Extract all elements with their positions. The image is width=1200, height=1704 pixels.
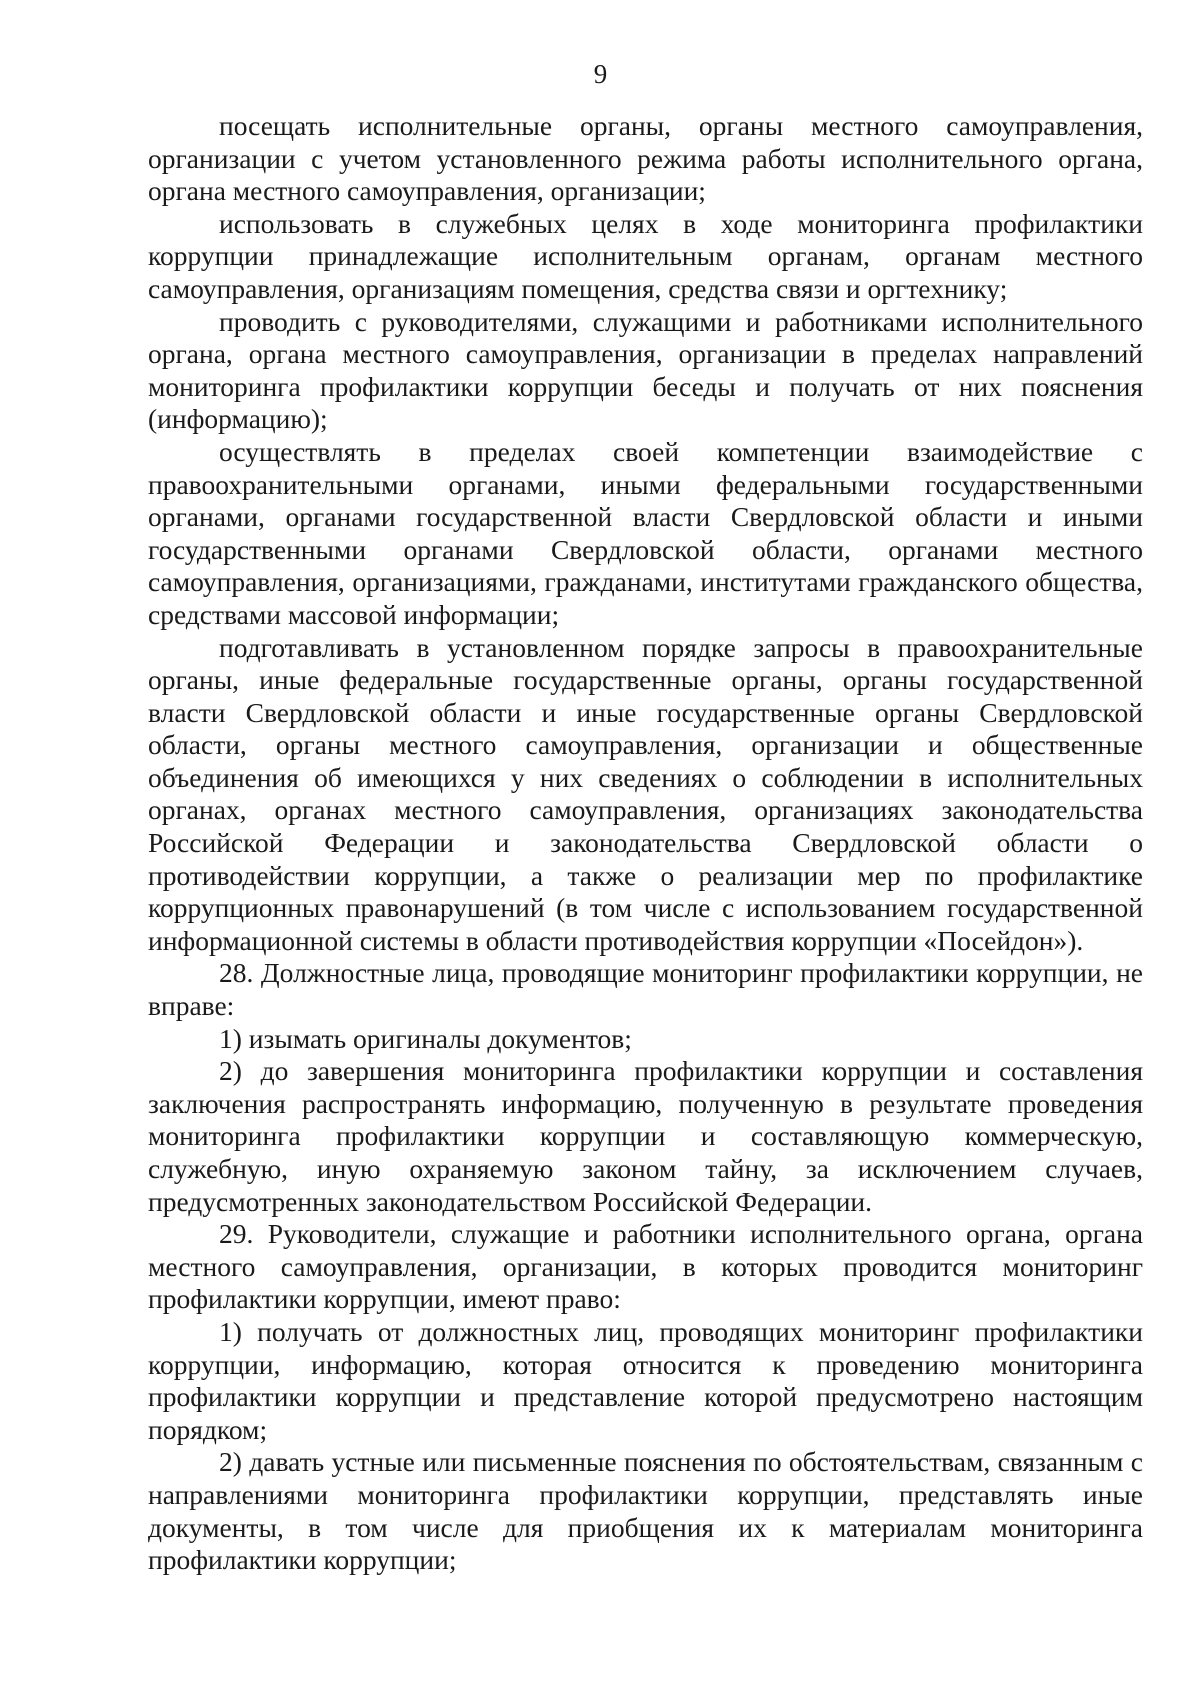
list-item: 2) давать устные или письменные пояснения по обстоятельствам, связанным с направлениями мониторинга профилактики коррупции, представлять иные документы, в том числе для приобщения их к материалам мониторинга профилактики коррупции; (148, 1446, 1143, 1576)
paragraph-item-29: 29. Руководители, служащие и работники исполнительного органа, органа местного самоуправления, организации, в которых проводится мониторинг профилактики коррупции, имеют право: (148, 1218, 1143, 1315)
paragraph: проводить с руководителями, служащими и работниками исполнительного органа, органа местного самоуправления, организации в пределах направлений мониторинга профилактики коррупции беседы и получать от них пояснения (информацию); (148, 305, 1143, 435)
paragraph: осуществлять в пределах своей компетенции взаимодействие с правоохранительными органами, иными федеральными государственными органами, органами государственной власти Свердловской области и иными государственными органами Свердловской области, органами местного самоуправления, организациями, гражданами, институтами гражданского общества, средствами массовой информации; (148, 435, 1143, 630)
paragraph: посещать исполнительные органы, органы местного самоуправления, организации с учетом установленного режима работы исполнительного органа, органа местного самоуправления, организации; (148, 110, 1143, 207)
list-item: 1) изымать оригиналы документов; (219, 1022, 632, 1054)
paragraph-item-28: 28. Должностные лица, проводящие мониторинг профилактики коррупции, не вправе: (148, 957, 1143, 1022)
document-body (148, 110, 1143, 1577)
list-item: 2) до завершения мониторинга профилактики коррупции и составления заключения распространять информацию, полученную в результате проведения мониторинга профилактики коррупции и составляющую коммерческую, служебную, иную охраняемую законом тайну, за исключением случаев, предусмотренных законодательством Российской Федерации. (148, 1055, 1143, 1217)
paragraph: подготавливать в установленном порядке запросы в правоохранительные органы, иные федеральные государственные органы, органы государственной власти Свердловской области и иные государственные органы Свердловской области, органы местного самоуправления, организации и общественные объединения об имеющихся у них сведениях о соблюдении в исполнительных органах, органах местного самоуправления, организациях законодательства Российской Федерации и законодательства Свердловской области о противодействии коррупции, а также о реализации мер по профилактике коррупционных правонарушений (в том числе с использованием государственной информационной системы в области противодействия коррупции «Посейдон»). (148, 631, 1143, 956)
paragraph: использовать в служебных целях в ходе мониторинга профилактики коррупции принадлежащие исполнительным органам, органам местного самоуправления, организациям помещения, средства связи и оргтехнику; (148, 207, 1143, 304)
page-number: 9 (593, 59, 608, 89)
list-item: 1) получать от должностных лиц, проводящих мониторинг профилактики коррупции, информацию, которая относится к проведению мониторинга профилактики коррупции и представление которой предусмотрено настоящим порядком; (148, 1315, 1143, 1445)
